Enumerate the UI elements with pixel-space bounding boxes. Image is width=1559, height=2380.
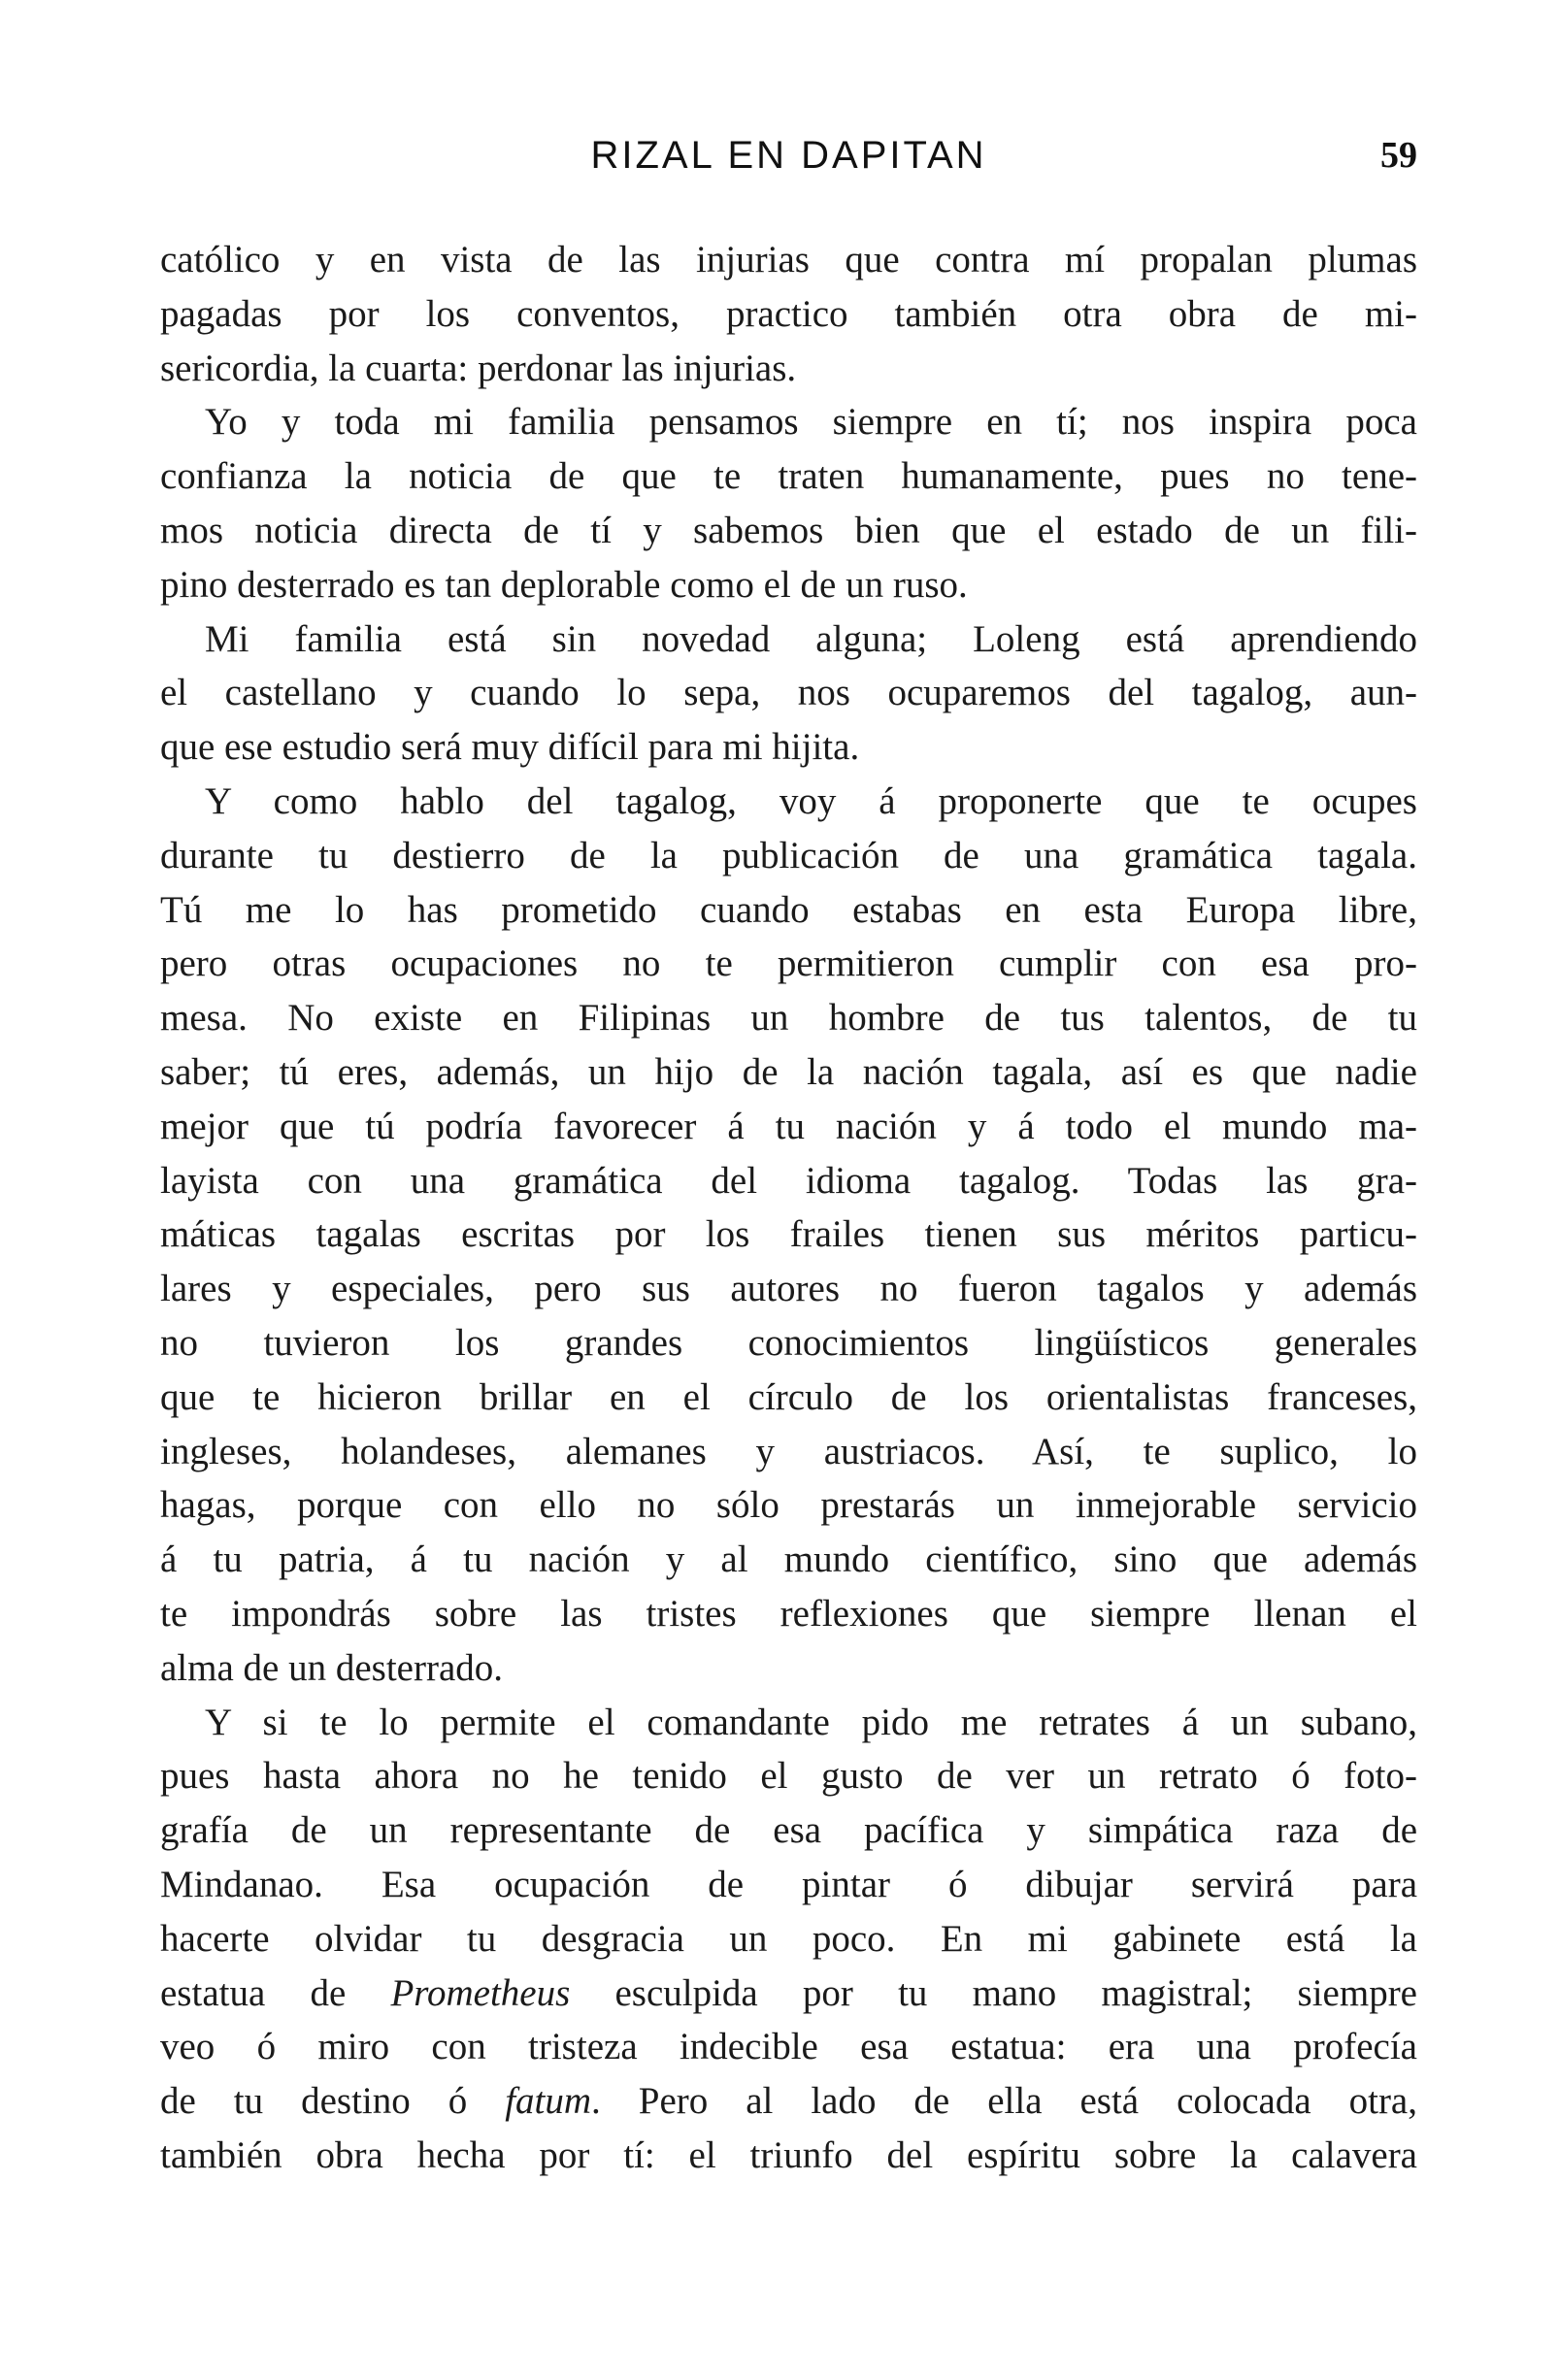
text-line: Mi familia está sin novedad alguna; Loleng está aprendiendo [205,617,1417,660]
text-line: que te hicieron brillar en el círculo de los orientalistas franceses, [160,1375,1417,1418]
text-line: Y como hablo del tagalog, voy á proponerte que te ocupes [205,779,1417,822]
text-line: pino desterrado es tan deplorable como el de un ruso. [160,563,968,606]
text-line: alma de un desterrado. [160,1646,504,1689]
text-line: católico y en vista de las injurias que contra mí propalan plumas [160,239,1417,281]
text-line: lares y especiales, pero sus autores no fueron tagalos y además [160,1268,1417,1310]
text-line: hacerte olvidar tu desgracia un poco. En mi gabinete está la [160,1917,1417,1960]
text-line: layista con una gramática del idioma tagalog. Todas las gra- [160,1159,1417,1202]
text-line: hagas, porque con ello no sólo prestarás un inmejorable servicio [160,1484,1417,1527]
paragraph-5 [160,1696,1417,2183]
text-segment: estatua de [160,1971,391,2014]
text-line: pues hasta ahora no he tenido el gusto de ver un retrato ó foto- [160,1755,1417,1798]
text-segment: de tu destino ó [160,2080,506,2123]
page-number: 59 [1380,135,1417,176]
text-line: saber; tú eres, además, un hijo de la nación tagala, así es que nadie [160,1050,1417,1093]
text-line: te impondrás sobre las tristes reflexiones que siempre llenan el [160,1592,1417,1635]
text-line: mos noticia directa de tí y sabemos bien que el estado de un fili- [160,509,1417,551]
paragraph-2 [160,395,1417,612]
running-head [160,134,1417,192]
text-line: mesa. No existe en Filipinas un hombre de tus talentos, de tu [160,997,1417,1040]
paragraph-1 [160,233,1417,395]
text-line: Y si te lo permite el comandante pido me retrates á un subano, [205,1701,1417,1743]
text-line: mejor que tú podría favorecer á tu nación y á todo el mundo ma- [160,1105,1417,1147]
text-line-with-italic [160,2074,1417,2129]
text-line: pagadas por los conventos, practico también otra obra de mi- [160,292,1417,335]
text-line: Tú me lo has prometido cuando estabas en esta Europa libre, [160,888,1417,931]
running-title: RIZAL EN DAPITAN [590,134,987,177]
text-line: grafía de un representante de esa pacífica y simpática raza de [160,1809,1417,1852]
text-line: Mindanao. Esa ocupación de pintar ó dibujar servirá para [160,1863,1417,1905]
text-line: también obra hecha por tí: el triunfo del espíritu sobre la calavera [160,2133,1417,2176]
body-text [160,233,1417,2183]
text-line: veo ó miro con tristeza indecible esa estatua: era una profecía [160,2026,1417,2068]
text-line: el castellano y cuando lo sepa, nos ocuparemos del tagalog, aun- [160,672,1417,714]
text-line: pero otras ocupaciones no te permitieron cumplir con esa pro- [160,942,1417,985]
text-line: máticas tagalas escritas por los frailes tienen sus méritos particu- [160,1213,1417,1256]
text-line: que ese estudio será muy difícil para mi hijita. [160,726,860,769]
text-line: ingleses, holandeses, alemanes y austriacos. Así, te suplico, lo [160,1430,1417,1472]
text-line: no tuvieron los grandes conocimientos lingüísticos generales [160,1321,1417,1364]
text-line-with-italic [160,1967,1417,2021]
text-line: Yo y toda mi familia pensamos siempre en tí; nos inspira poca [205,401,1417,444]
italic-word: fatum [505,2080,592,2123]
paragraph-3 [160,612,1417,775]
text-line: durante tu destierro de la publicación de una gramática tagala. [160,834,1417,876]
text-line: á tu patria, á tu nación y al mundo científico, sino que además [160,1538,1417,1581]
italic-title: Prometheus [390,1971,571,2014]
text-segment: esculpida por tu mano magistral; siempre [570,1971,1417,2014]
text-line: sericordia, la cuarta: perdonar las injurias. [160,347,797,389]
text-line: confianza la noticia de que te traten humanamente, pues no tene- [160,455,1417,498]
text-segment: . Pero al lado de ella está colocada otra, [591,2080,1417,2123]
paragraph-4 [160,775,1417,1696]
